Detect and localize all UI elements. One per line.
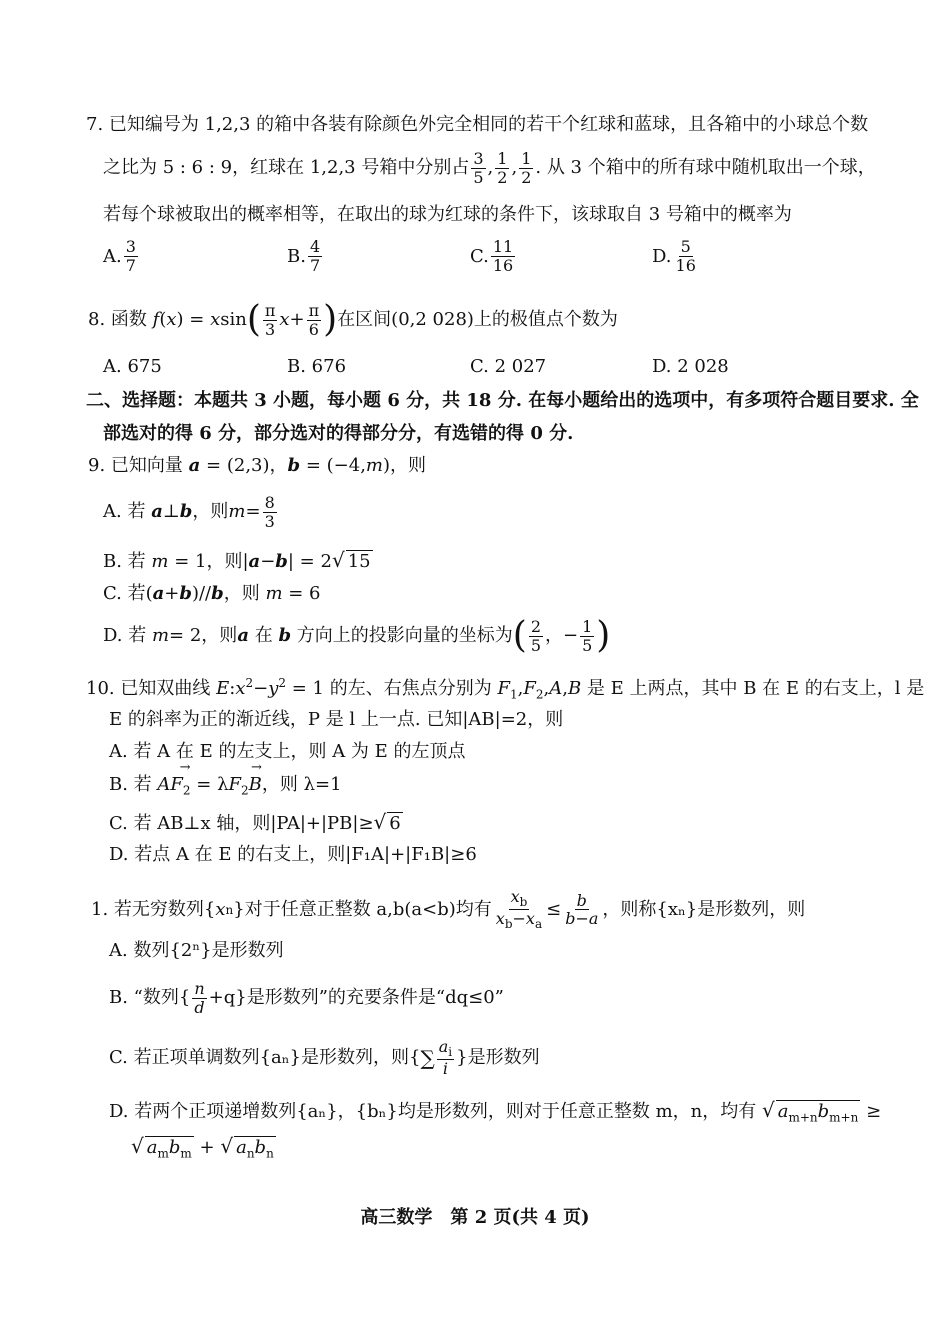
q8-option-c: C. 2 027 [470,356,547,377]
q8-stem: 8. 函数 f(x) = xsin ( $\frac{\pi}{3}$ x + $\frac{\pi}{6}$ ) 在区间(0,2 028)上的极值点个数为 [88,299,618,341]
q7-line3: 若每个球被取出的概率相等，在取出的球为红球的条件下，该球取自 3 号箱中的概率为 [103,204,792,225]
q10-line1: 10. 已知双曲线 $E:x^2-y^2 = 1$ 的左、右焦点分别为 $F_1,F_2,A,B$ 是 E 上两点，其中 B 在 E 的右支上，l 是 [86,676,925,702]
q8-option-d: D. 2 028 [652,356,729,377]
q11-option-d-line2: √ $a_mb_m$ + √ $a_nb_n$ [131,1134,274,1161]
q10-line2: E 的斜率为正的渐近线，P 是 l 上一点. 已知|AB|=2，则 [109,709,564,730]
q11-option-d-line1: D. 若两个正项递增数列{aₙ}，{bₙ}均是形数列，则对于任意正整数 m，n，均有 √ $a_{m+n}b_{m+n}$ ≥ [109,1098,882,1125]
q10-option-d: D. 若点 A 在 E 的右支上，则|F₁A|+|F₁B|≥6 [109,844,477,865]
fraction-1-2: $\frac{1}{2}$ [497,149,508,187]
q8-option-a: A. 675 [103,356,162,377]
q7-option-b: B. $\frac{4}{7}$ [287,237,321,275]
q10-option-c: C. 若 AB⊥x 轴，则|PA|+|PB|≥√ 6 [109,810,401,834]
q8-option-b: B. 676 [287,356,347,377]
q9-option-c: C. 若(a+b)//b，则 m = 6 [103,583,321,604]
q7-option-a: A. $\frac{3}{7}$ [103,237,136,275]
q11-option-c: C. 若正项单调数列{aₙ}是形数列，则{ ∑ $\frac{a_i}{i}$ }是形数列 [109,1037,540,1079]
q10-option-a: A. 若 A 在 E 的左支上，则 A 为 E 的左顶点 [109,741,466,762]
page-footer: 高三数学 第 2 页(共 4 页) [360,1207,590,1228]
q9-option-b: B. 若 m = 1，则|a−b| = 2√ 15 [103,548,371,572]
q7-option-d: D. $\frac{5}{16}$ [652,237,696,275]
q9-stem: 9. 已知向量 a = (2,3)，b = (−4,m)，则 [88,455,427,476]
section2-heading-line1: 二、选择题：本题共 3 小题，每小题 6 分，共 18 分. 在每小题给出的选项中，有多项符合题目要求. 全 [86,390,919,411]
section2-heading-line2: 部选对的得 6 分，部分选对的得部分分，有选错的得 0 分. [103,423,574,444]
q7-line2: 之比为 5 : 6 : 9，红球在 1,2,3 号箱中分别占 $\frac{3}{5}$ , $\frac{1}{2}$ , $\frac{1}{2}$ . 从 3 个箱中的所有球中随机取出一个球， [103,149,876,187]
q7-option-c: C. $\frac{11}{16}$ [470,237,514,275]
q11-option-b: B. “数列{ $\frac{n}{d}$ +q}是形数列”的充要条件是“dq≤0” [109,979,504,1017]
q11-option-a: A. 数列{2ⁿ}是形数列 [109,940,284,961]
q9-option-a: A. 若 a ⊥ b ，则 m = $\frac{8}{3}$ [103,493,275,531]
q7-line1: 7. 已知编号为 1,2,3 的箱中各装有除颜色外完全相同的若干个红球和蓝球，且各箱中的小球总个数 [86,114,869,135]
q10-option-b: B. 若 → $AF_2 = \lambda\to F_2B$，则 λ=1 [109,774,342,798]
q9-option-d: D. 若 m = 2，则 a 在 b 方向上的投影向量的坐标为 ( $\frac{2}{5}$ ，− $\frac{1}{5}$ ) [103,615,611,657]
q11-stem: 1. 若无穷数列{ x n }对于任意正整数 a,b(a<b)均有 $\frac{x_b}{x_b-x_a}$ ≤ $\frac{b}{b-a}$ ，则称{xₙ}是形数列，则 [91,887,806,932]
fraction-3-5: $\frac{3}{5}$ [473,149,484,187]
fraction-1-2b: $\frac{1}{2}$ [521,149,532,187]
